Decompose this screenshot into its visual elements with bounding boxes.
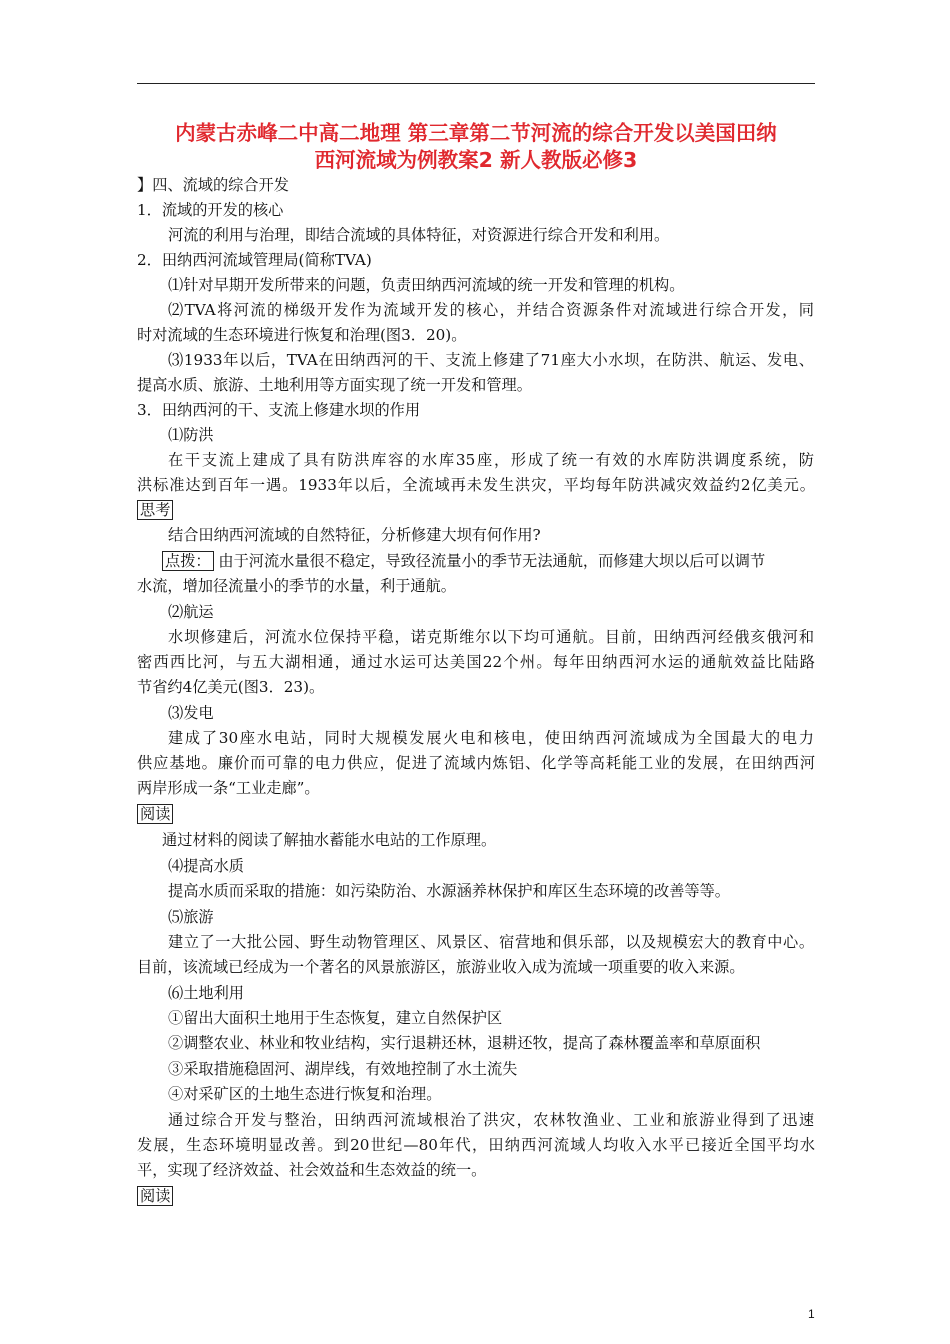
item-heading: ⑹土地利用 — [168, 984, 244, 1002]
hint-text: 由于河流水量很不稳定，导致径流量小的季节无法通航，而修建大坝以后可以调节 — [218, 552, 766, 570]
read-label-box: 阅读 — [137, 804, 173, 824]
read-box-row — [137, 1183, 815, 1209]
item-heading: ⑴防洪 — [168, 426, 214, 444]
paragraph-line: 目前，该流域已经成为一个著名的风景旅游区，旅游业收入成为流域一项重要的收入来源。 — [137, 958, 745, 976]
document-title — [137, 120, 815, 174]
item-heading: ⑷提高水质 — [168, 857, 244, 875]
paragraph-line: 通过材料的阅读了解抽水蓄能水电站的工作原理。 — [162, 831, 497, 849]
paragraph-line: ⑴针对早期开发所带来的问题，负责田纳西河流域的统一开发和管理的机构。 — [168, 276, 685, 294]
paragraph-line: 通过综合开发与整治，田纳西河流域根治了洪灾，农林牧渔业、工业和旅游业得到了迅速 — [168, 1111, 814, 1129]
list-item: ③采取措施稳固河、湖岸线，有效地控制了水土流失 — [168, 1060, 518, 1078]
paragraph-line: 洪标准达到百年一遇。1933年以后，全流域再未发生洪灾，平均每年防洪减灾效益约2亿美元。 — [137, 476, 815, 494]
paragraph-line: 河流的利用与治理，即结合流域的具体特征，对资源进行综合开发和利用。 — [168, 226, 670, 244]
paragraph-line: 建立了一大批公园、野生动物管理区、风景区、宿营地和俱乐部，以及规模宏大的教育中心。 — [168, 933, 814, 951]
paragraph-line: 供应基地。廉价而可靠的电力供应，促进了流域内炼铝、化学等高耗能工业的发展，在田纳西河 — [137, 754, 815, 772]
hint-label-box: 点拨： — [162, 551, 214, 571]
paragraph-line: 平，实现了经济效益、社会效益和生态效益的统一。 — [137, 1161, 487, 1179]
list-item: ②调整农业、林业和牧业结构，实行退耕还林，退耕还牧，提高了森林覆盖率和草原面积 — [168, 1034, 761, 1052]
paragraph-line: 提高水质而采取的措施：如污染防治、水源涵养林保护和库区生态环境的改善等等。 — [168, 882, 730, 900]
think-box-row — [137, 497, 815, 523]
paragraph-line: 在干支流上建成了具有防洪库容的水库35座，形成了统一有效的水库防洪调度系统，防 — [168, 451, 814, 469]
paragraph-line: 两岸形成一条“工业走廊”。 — [137, 779, 320, 797]
paragraph-line: ⑵TVA将河流的梯级开发作为流域开发的核心，并结合资源条件对流域进行综合开发，同 — [168, 301, 814, 319]
paragraph-line: 密西西比河，与五大湖相通，通过水运可达美国22个州。每年田纳西河水运的通航效益比陆路 — [137, 653, 815, 671]
think-label-box: 思考 — [137, 500, 173, 520]
paragraph-line: 结合田纳西河流域的自然特征，分析修建大坝有何作用? — [168, 526, 541, 544]
item-heading: ⑸旅游 — [168, 908, 214, 926]
paragraph-line: 时对流域的生态环境进行恢复和治理(图3．20)。 — [137, 326, 467, 344]
title-line-2: 西河流域为例教案2 新人教版必修3 — [314, 148, 638, 172]
hint-row — [162, 548, 815, 574]
read-label-box: 阅读 — [137, 1186, 173, 1206]
paragraph-line: 节省约4亿美元(图3．23)。 — [137, 678, 325, 696]
paragraph-line: 水流，增加径流量小的季节的水量，利于通航。 — [137, 577, 456, 595]
item-heading: ⑵航运 — [168, 603, 214, 621]
subheading: 3．田纳西河的干、支流上修建水坝的作用 — [137, 401, 421, 419]
page-number: 1 — [808, 1307, 815, 1321]
subheading: 1．流域的开发的核心 — [137, 201, 284, 219]
paragraph-line: 提高水质、旅游、土地利用等方面实现了统一开发和管理。 — [137, 376, 532, 394]
item-heading: ⑶发电 — [168, 704, 214, 722]
section-heading: 】四、流域的综合开发 — [137, 176, 289, 194]
paragraph-line: ⑶1933年以后，TVA在田纳西河的干、支流上修建了71座大小水坝，在防洪、航运、发电、 — [168, 351, 814, 369]
paragraph-line: 发展，生态环境明显改善。到20世纪—80年代，田纳西河流域人均收入水平已接近全国平均水 — [137, 1136, 815, 1154]
list-item: ④对采矿区的土地生态进行恢复和治理。 — [168, 1085, 442, 1103]
subheading: 2．田纳西河流域管理局(简称TVA) — [137, 251, 372, 269]
title-line-1: 内蒙古赤峰二中高二地理 第三章第二节河流的综合开发以美国田纳 — [175, 121, 777, 145]
paragraph-line: 水坝修建后，河流水位保持平稳，诺克斯维尔以下均可通航。目前，田纳西河经俄亥俄河和 — [168, 628, 814, 646]
paragraph-line: 建成了30座水电站，同时大规模发展火电和核电，使田纳西河流域成为全国最大的电力 — [168, 729, 814, 747]
header-rule — [137, 83, 815, 84]
list-item: ①留出大面积土地用于生态恢复，建立自然保护区 — [168, 1009, 503, 1027]
read-box-row — [137, 801, 815, 827]
